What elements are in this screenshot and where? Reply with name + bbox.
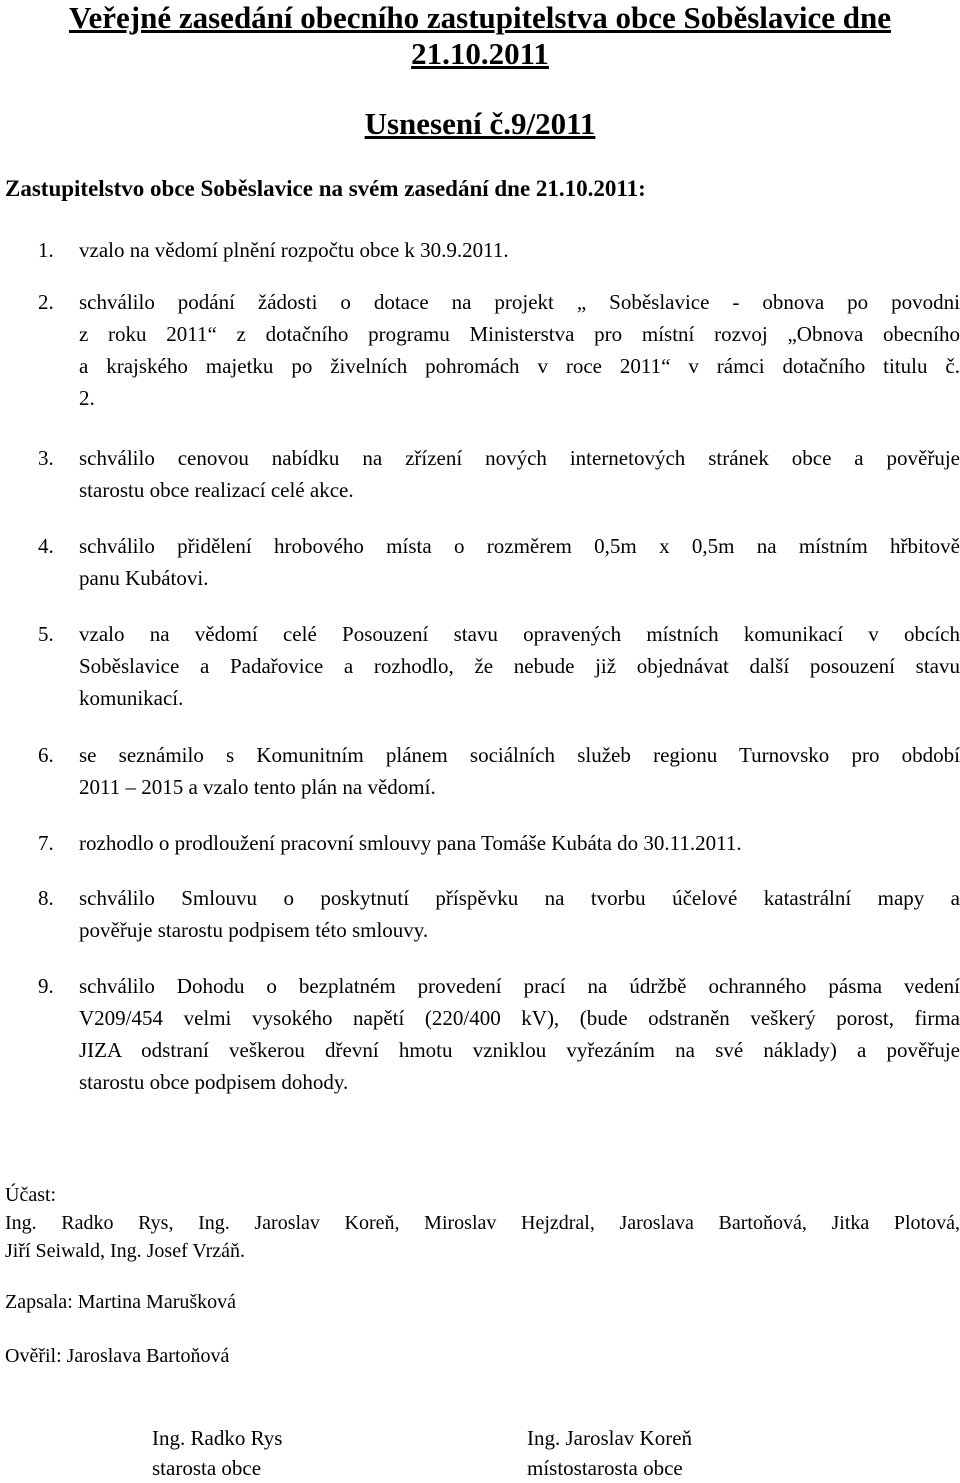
intro-statement: Zastupitelstvo obce Soběslavice na svém zasedání dne 21.10.2011: xyxy=(5,176,646,201)
meeting-title: Veřejné zasedání obecního zastupitelstva obce Soběslavice dne xyxy=(68,0,892,35)
attendance-names: Jiří Seiwald, Ing. Josef Vrzáň. xyxy=(5,1240,246,1262)
item-line: schválilo cenovou nabídku na zřízení nových internetových stránek obce a pověřuje xyxy=(79,446,960,470)
item-number: 7. xyxy=(38,831,54,855)
item-text xyxy=(79,442,960,506)
item-number: 9. xyxy=(38,974,54,998)
item-line: vzalo na vědomí celé Posouzení stavu opravených místních komunikací v obcích xyxy=(79,622,960,646)
item-number: 3. xyxy=(38,446,54,470)
item-line: 2. xyxy=(79,386,95,410)
recorded-by: Zapsala: Martina Marušková xyxy=(5,1291,237,1313)
item-text xyxy=(79,827,960,859)
attendance-label: Účast: xyxy=(5,1184,57,1206)
signature-name: Ing. Jaroslav Koreň xyxy=(527,1426,693,1450)
resolution-title: Usnesení č.9/2011 xyxy=(364,106,596,141)
attendance-section xyxy=(5,1181,960,1265)
item-line: V209/454 velmi vysokého napětí (220/400 kV), (bude odstraněn veškerý porost, firma xyxy=(79,1006,960,1030)
item-line: schválilo Smlouvu o poskytnutí příspěvku na tvorbu účelové katastrální mapy a xyxy=(79,886,960,910)
item-number: 6. xyxy=(38,743,54,767)
item-line: komunikací. xyxy=(79,686,184,710)
item-number: 2. xyxy=(38,290,54,314)
item-line: 2011 – 2015 a vzalo tento plán na vědomí. xyxy=(79,775,436,799)
item-text xyxy=(79,530,960,594)
item-line: schválilo přidělení hrobového místa o rozměrem 0,5m x 0,5m na místním hřbitově xyxy=(79,534,960,558)
item-line: schválilo Dohodu o bezplatném provedení prací na údržbě ochranného pásma vedení xyxy=(79,974,960,998)
item-line: JIZA odstraní veškerou dřevní hmotu vzniklou vyřezáním na své náklady) a pověřuje xyxy=(79,1038,960,1062)
signature-role: místostarosta obce xyxy=(527,1456,683,1480)
item-line: z roku 2011“ z dotačního programu Ministerstva pro místní rozvoj „Obnova obecního xyxy=(79,322,960,346)
item-text xyxy=(79,286,960,414)
item-number: 1. xyxy=(38,238,54,262)
item-line: panu Kubátovi. xyxy=(79,566,209,590)
signature-mayor xyxy=(152,1423,282,1483)
item-line: Soběslavice a Padařovice a rozhodlo, že nebude již objednávat další posouzení stavu xyxy=(79,654,960,678)
item-line: rozhodlo o prodloužení pracovní smlouvy pana Tomáše Kubáta do 30.11.2011. xyxy=(79,831,742,855)
item-line: starostu obce podpisem dohody. xyxy=(79,1070,349,1094)
item-line: se seznámilo s Komunitním plánem sociálních služeb regionu Turnovsko pro období xyxy=(79,743,960,767)
item-line: a krajského majetku po živelních pohromách v roce 2011“ v rámci dotačního titulu č. xyxy=(79,354,960,378)
item-number: 5. xyxy=(38,622,54,646)
item-number: 8. xyxy=(38,886,54,910)
item-line: schválilo podání žádosti o dotace na projekt „ Soběslavice - obnova po povodni xyxy=(79,290,960,314)
item-text xyxy=(79,739,960,803)
item-text xyxy=(79,618,960,714)
item-line: starostu obce realizací celé akce. xyxy=(79,478,354,502)
signature-role: starosta obce xyxy=(152,1456,262,1480)
signature-name: Ing. Radko Rys xyxy=(152,1426,283,1450)
verified-by: Ověřil: Jaroslava Bartoňová xyxy=(5,1345,230,1367)
item-text xyxy=(79,234,960,266)
meeting-date: 21.10.2011 xyxy=(411,36,549,71)
attendance-names: Ing. Radko Rys, Ing. Jaroslav Koreň, Miroslav Hejzdral, Jaroslava Bartoňová, Jitka Plotová, xyxy=(5,1212,960,1234)
item-line: vzalo na vědomí plnění rozpočtu obce k 30.9.2011. xyxy=(79,238,509,262)
item-text xyxy=(79,970,960,1098)
item-line: pověřuje starostu podpisem této smlouvy. xyxy=(79,918,429,942)
item-text xyxy=(79,882,960,946)
item-number: 4. xyxy=(38,534,54,558)
signature-deputy-mayor xyxy=(527,1423,692,1483)
